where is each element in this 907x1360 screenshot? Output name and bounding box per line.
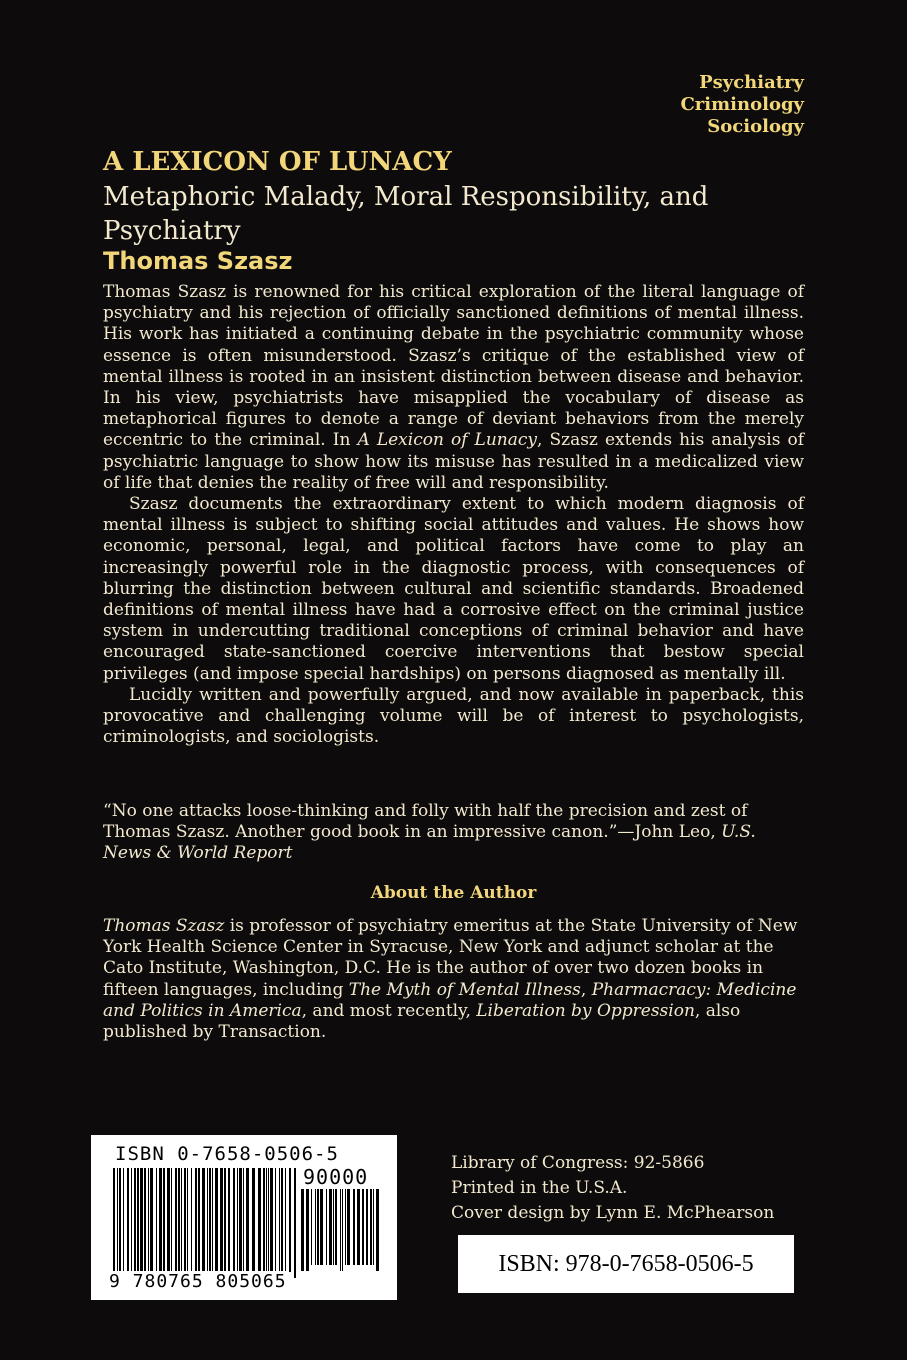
barcode-bar <box>163 1168 165 1272</box>
about-sep: , <box>580 979 592 1000</box>
barcode-ean: 9 780765 805065 <box>109 1271 287 1292</box>
barcode-bar <box>279 1168 280 1272</box>
barcode-bar <box>228 1168 230 1272</box>
barcode-bar <box>266 1168 267 1272</box>
barcode-bar <box>123 1168 124 1272</box>
subject-criminology: Criminology <box>680 94 804 115</box>
barcode-bar <box>137 1168 139 1272</box>
barcode-bar <box>342 1189 343 1271</box>
barcode-bar <box>184 1168 186 1272</box>
barcode-bar <box>119 1168 121 1272</box>
barcode-bar <box>289 1168 291 1272</box>
barcode-bar <box>329 1189 332 1265</box>
barcode-bar <box>198 1168 200 1272</box>
quote-source: U.S. News & World Report <box>103 822 756 864</box>
barcode-bar <box>159 1168 162 1272</box>
subject-psychiatry: Psychiatry <box>699 72 804 93</box>
book-author: Thomas Szasz <box>103 247 293 275</box>
barcode-bar <box>285 1168 286 1272</box>
barcode-bar <box>233 1168 235 1272</box>
barcode-bar <box>362 1189 364 1265</box>
book-title: A LEXICON OF LUNACY <box>103 147 452 177</box>
about-text-a: is professor of psychiatry emeritus at the State University of New York Health Science Center in Syracuse, New York and adjunct scholar at the Cato Institute, Washington, D.C. He is the author of over two dozen books in fifteen languages, including <box>103 916 798 1000</box>
barcode-bar <box>178 1168 180 1272</box>
barcode-bar <box>353 1189 355 1265</box>
barcode-bar <box>113 1168 115 1278</box>
barcode-bar <box>175 1168 177 1272</box>
barcode-bar <box>281 1168 283 1272</box>
barcode-bar <box>209 1168 211 1272</box>
barcode-bar <box>131 1168 132 1272</box>
barcode-bar <box>357 1189 360 1265</box>
isbn13-label: ISBN: 978-0-7658-0506-5 <box>458 1235 794 1293</box>
about-name: Thomas Szasz <box>103 916 225 936</box>
about-text-b: , and most recently, <box>301 1000 477 1021</box>
barcode-bar <box>243 1168 244 1272</box>
library-of-congress: Library of Congress: 92-5866 <box>451 1153 705 1173</box>
cover-design: Cover design by Lynn E. McPhearson <box>451 1203 775 1223</box>
barcode-bar <box>187 1168 188 1272</box>
barcode-bar <box>237 1168 238 1272</box>
about-book-1: The Myth of Mental Illness <box>348 979 581 1000</box>
barcode-bar <box>317 1189 319 1265</box>
barcode-bar <box>333 1189 334 1265</box>
barcode-bar <box>311 1189 312 1265</box>
barcode-bar <box>376 1189 379 1271</box>
barcode-bar <box>148 1168 149 1272</box>
barcode-bar <box>370 1189 372 1265</box>
barcode-bar <box>246 1168 249 1272</box>
barcode-bar <box>150 1168 153 1272</box>
barcode-bar <box>366 1189 368 1265</box>
about-heading: About the Author <box>370 883 537 903</box>
description-paragraph-3: Lucidly written and powerfully argued, and now available in paperback, this provocative and challenging volume will be of interest to psychologists, criminologists, and sociologists. <box>103 684 804 748</box>
subject-sociology: Sociology <box>707 116 804 137</box>
barcode-bar <box>171 1168 172 1272</box>
barcode-bar <box>335 1189 337 1265</box>
barcode-bar <box>224 1168 226 1272</box>
description-paragraph-2: Szasz documents the extraordinary extent to which modern diagnosis of mental illness is subject to shifting social attitudes and values. He shows how economic, personal, legal, and political factors have come to play an increasingly powerful role in the diagnostic process, with consequences of blurring the distinction between cultural and scientific standards. Broadened definitions of mental illness have had a corrosive effect on the criminal justice system in undercutting traditional conceptions of criminal behavior and have encouraged state-sanctioned coercive interventions that bestow special privileges (and impose special hardships) on persons diagnosed as mentally ill. <box>103 494 804 684</box>
p1-text-b: , Szasz extends his analysis of psychiatric language to show how its misuse has resulted in a medicalized view of life that denies the reality of free will and responsibility. <box>103 430 805 493</box>
barcode-bar <box>156 1168 157 1272</box>
barcode-addon-digits: 90000 <box>303 1165 369 1189</box>
barcode-bar <box>195 1168 197 1272</box>
barcode-bar <box>258 1168 261 1272</box>
barcode-bar <box>202 1168 205 1272</box>
description <box>103 282 804 748</box>
barcode-bar <box>315 1189 316 1265</box>
p1-book-title: A Lexicon of Lunacy <box>357 430 537 451</box>
barcode-bar <box>345 1189 346 1265</box>
description-paragraph-1 <box>103 282 804 494</box>
review-quote <box>103 801 804 865</box>
barcode-bar <box>212 1168 213 1272</box>
publication-info <box>451 1151 774 1226</box>
barcode-bar <box>263 1168 265 1272</box>
about-book-3: Liberation by Oppression <box>476 1000 695 1021</box>
barcode-bar <box>326 1189 327 1265</box>
barcode-bar <box>275 1168 276 1272</box>
barcode-bar <box>268 1168 269 1272</box>
barcode-bar <box>215 1168 218 1272</box>
quote-text: “No one attacks loose-thinking and folly with half the precision and zest of Thomas Szasz. Another good book in an impressive canon.”—John Leo, <box>103 801 748 843</box>
barcode-bar <box>167 1168 170 1272</box>
barcode-isbn: ISBN 0-7658-0506-5 <box>115 1143 339 1165</box>
barcode-main-bars <box>113 1168 299 1278</box>
p1-text-a: Thomas Szasz is renowned for his critical exploration of the literal language of psychiatry and his rejection of officially sanctioned definitions of mental illness. His work has initiated a continuing debate in the psychiatric community whose essence is often misunderstood. Szasz’s critique of the established view of mental illness is rooted in an insistent distinction between disease and behavior. In his view, psychiatrists have misapplied the vocabulary of disease as metaphorical figures to denote a range of deviant behaviors from the merely eccentric to the criminal. In <box>103 282 804 451</box>
barcode-bar <box>294 1168 296 1278</box>
barcode-bar <box>347 1189 350 1265</box>
about-book-2: Pharmacracy: Medicine and Politics in America <box>103 979 797 1021</box>
barcode-bar <box>239 1168 242 1272</box>
about-text-c: , also published by Transaction. <box>103 1000 741 1043</box>
barcode-bar <box>127 1168 129 1272</box>
subject-categories <box>680 72 804 138</box>
barcode-bar <box>220 1168 223 1272</box>
barcode-bar <box>320 1189 323 1265</box>
about-author <box>103 916 804 1043</box>
barcode-bar <box>191 1168 192 1272</box>
barcode-bar <box>117 1168 118 1278</box>
barcode-addon-bars <box>301 1189 379 1271</box>
barcode-bar <box>140 1168 143 1272</box>
barcode-bar <box>252 1168 255 1272</box>
barcode-bar <box>134 1168 136 1272</box>
barcode-label <box>91 1135 397 1300</box>
barcode-bar <box>301 1189 304 1271</box>
barcode-bar <box>181 1168 182 1272</box>
barcode-bar <box>144 1168 146 1272</box>
barcode-bar <box>373 1189 374 1265</box>
barcode-bar <box>340 1189 341 1271</box>
book-subtitle: Metaphoric Malady, Moral Responsibility, and Psychiatry <box>103 182 709 246</box>
barcode-bar <box>306 1189 309 1271</box>
barcode-bar <box>270 1168 273 1272</box>
barcode-bar <box>207 1168 208 1278</box>
printed-in: Printed in the U.S.A. <box>451 1178 628 1198</box>
